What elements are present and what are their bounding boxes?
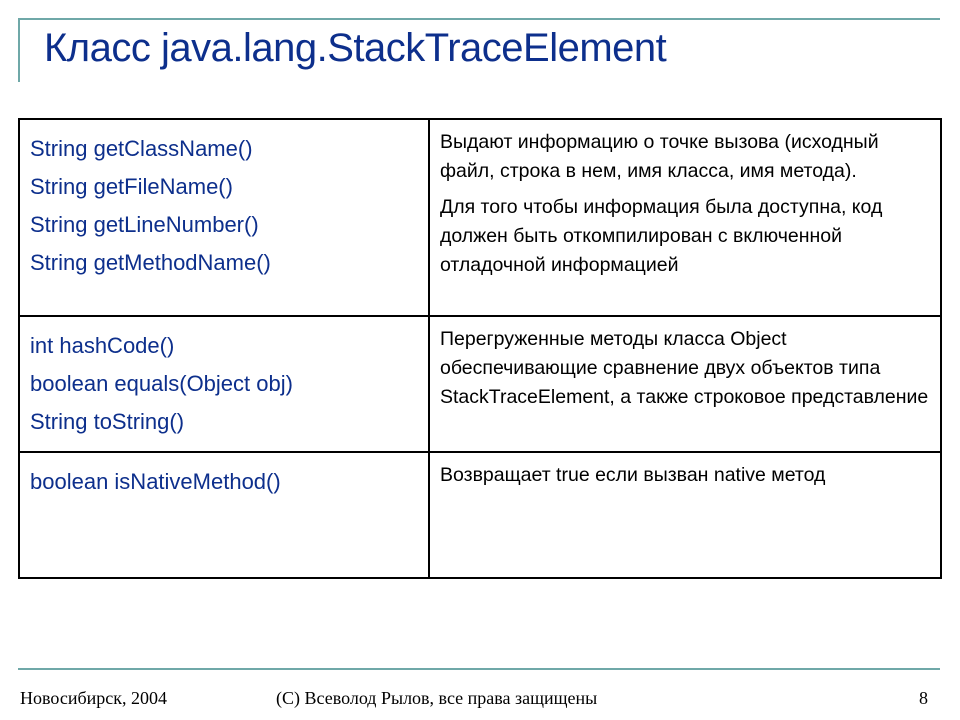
description-cell: [429, 452, 941, 578]
top-rule: [18, 18, 940, 20]
methods-table: [18, 118, 942, 579]
methods-cell: [19, 316, 429, 452]
method-signature: boolean equals(Object obj): [30, 371, 293, 396]
description-cell: [429, 316, 941, 452]
method-signature: String toString(): [30, 409, 185, 434]
description-cell: [429, 119, 941, 316]
description-text: Возвращает true если вызван native метод: [440, 464, 826, 486]
table-row: [19, 316, 941, 452]
left-rule: [18, 18, 20, 82]
method-signature: int hashCode(): [30, 333, 175, 358]
description-text: Перегруженные методы класса Object обеспечивающие сравнение двух объектов типа StackTraceElement, а также строковое представление: [440, 328, 929, 408]
footer-city-year: Новосибирск, 2004: [20, 688, 167, 708]
method-signature: boolean isNativeMethod(): [30, 469, 281, 494]
footer-rule: [18, 668, 940, 670]
slide-title: Класс java.lang.StackTraceElement: [44, 26, 667, 70]
footer-copyright: (C) Всеволод Рылов, все права защищены: [276, 688, 598, 708]
methods-cell: [19, 119, 429, 316]
table-row: [19, 119, 941, 316]
description-text: Выдают информацию о точке вызова (исходный файл, строка в нем, имя класса, имя метода).: [440, 131, 879, 182]
description-text: Для того чтобы информация была доступна, код должен быть откомпилирован с включенной отладочной информацией: [440, 196, 883, 276]
method-signature: String getClassName(): [30, 136, 253, 161]
method-signature: String getLineNumber(): [30, 212, 259, 237]
method-signature: String getMethodName(): [30, 250, 271, 275]
methods-cell: [19, 452, 429, 578]
method-signature: String getFileName(): [30, 174, 233, 199]
page-number: 8: [919, 688, 928, 708]
table-row: [19, 452, 941, 578]
